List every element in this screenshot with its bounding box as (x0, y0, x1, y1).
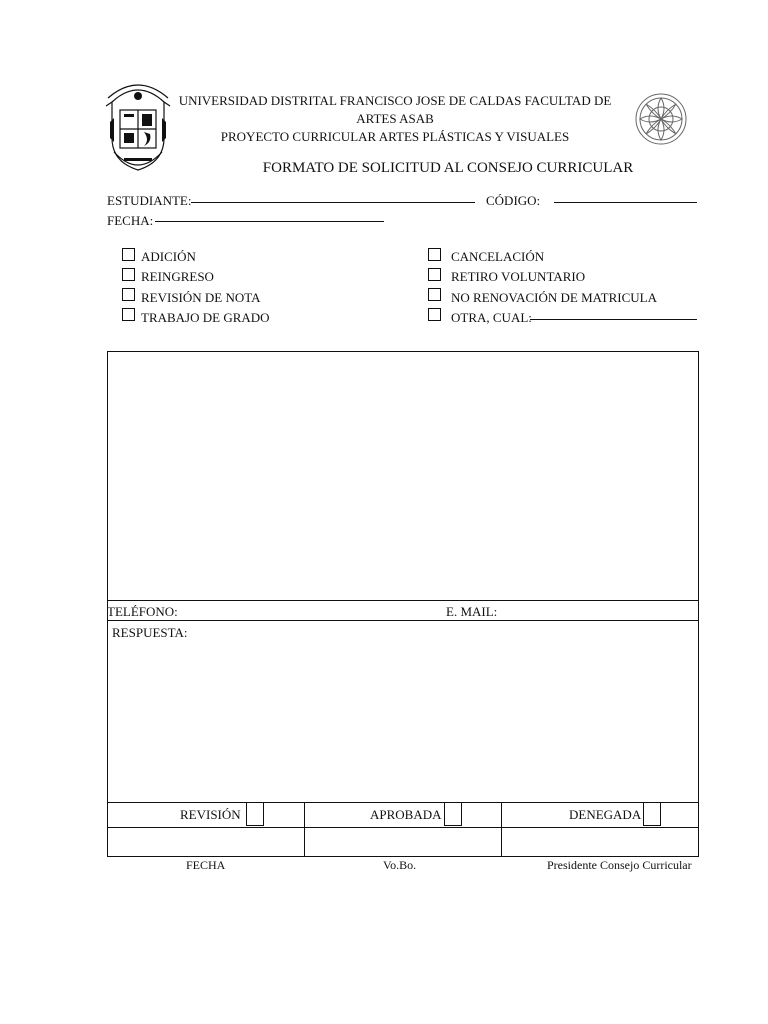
checkbox-adicion[interactable] (122, 248, 135, 261)
fecha-label: FECHA: (107, 213, 154, 228)
presidente-signature-cell[interactable] (502, 828, 698, 856)
aprobada-checkbox[interactable] (444, 802, 462, 826)
estudiante-field[interactable] (191, 202, 475, 203)
codigo-label: CÓDIGO: (486, 193, 541, 208)
university-name: UNIVERSIDAD DISTRITAL FRANCISCO JOSE DE CALDAS FACULTAD DE (178, 93, 612, 108)
footer-fecha: FECHA (186, 858, 226, 872)
program-name: PROYECTO CURRICULAR ARTES PLÁSTICAS Y VISUALES (220, 129, 570, 144)
request-description-area[interactable] (108, 352, 698, 600)
respuesta-area[interactable] (108, 641, 698, 801)
checkbox-reingreso[interactable] (122, 268, 135, 281)
denegada-checkbox[interactable] (643, 802, 661, 826)
option-no-renovacion: NO RENOVACIÓN DE MATRICULA (451, 290, 657, 305)
option-adicion: ADICIÓN (141, 249, 196, 264)
revision-label: REVISIÓN (180, 807, 241, 822)
denegada-label: DENEGADA (569, 807, 642, 822)
option-revision-nota: REVISIÓN DE NOTA (141, 290, 261, 305)
checkbox-revision-nota[interactable] (122, 288, 135, 301)
footer-presidente: Presidente Consejo Curricular (547, 858, 692, 872)
codigo-field[interactable] (554, 202, 697, 203)
option-cancelacion: CANCELACIÓN (451, 249, 545, 264)
respuesta-label: RESPUESTA: (112, 625, 188, 640)
checkbox-cancelacion[interactable] (428, 248, 441, 261)
divider (107, 620, 699, 621)
footer-vobo: Vo.Bo. (383, 858, 417, 872)
divider (107, 802, 699, 803)
email-label: E. MAIL: (446, 604, 498, 619)
otra-cual-field[interactable] (530, 319, 697, 320)
aprobada-label: APROBADA (370, 807, 442, 822)
checkbox-otra[interactable] (428, 308, 441, 321)
option-trabajo-grado: TRABAJO DE GRADO (141, 310, 270, 325)
checkbox-retiro-voluntario[interactable] (428, 268, 441, 281)
option-otra: OTRA, CUAL: (451, 310, 532, 325)
revision-checkbox[interactable] (246, 802, 264, 826)
estudiante-label: ESTUDIANTE: (107, 193, 192, 208)
fecha-signature-cell[interactable] (108, 828, 304, 856)
checkbox-no-renovacion[interactable] (428, 288, 441, 301)
option-reingreso: REINGRESO (141, 269, 214, 284)
checkbox-trabajo-grado[interactable] (122, 308, 135, 321)
faculty-name: ARTES ASAB (356, 111, 434, 126)
divider (107, 600, 699, 601)
option-retiro-voluntario: RETIRO VOLUNTARIO (451, 269, 586, 284)
vobo-signature-cell[interactable] (305, 828, 501, 856)
telefono-label: TELÉFONO: (107, 604, 178, 619)
fecha-field[interactable] (155, 221, 384, 222)
form-title: FORMATO DE SOLICITUD AL CONSEJO CURRICULAR (262, 160, 634, 176)
asab-ornamental-seal-icon (634, 92, 688, 146)
